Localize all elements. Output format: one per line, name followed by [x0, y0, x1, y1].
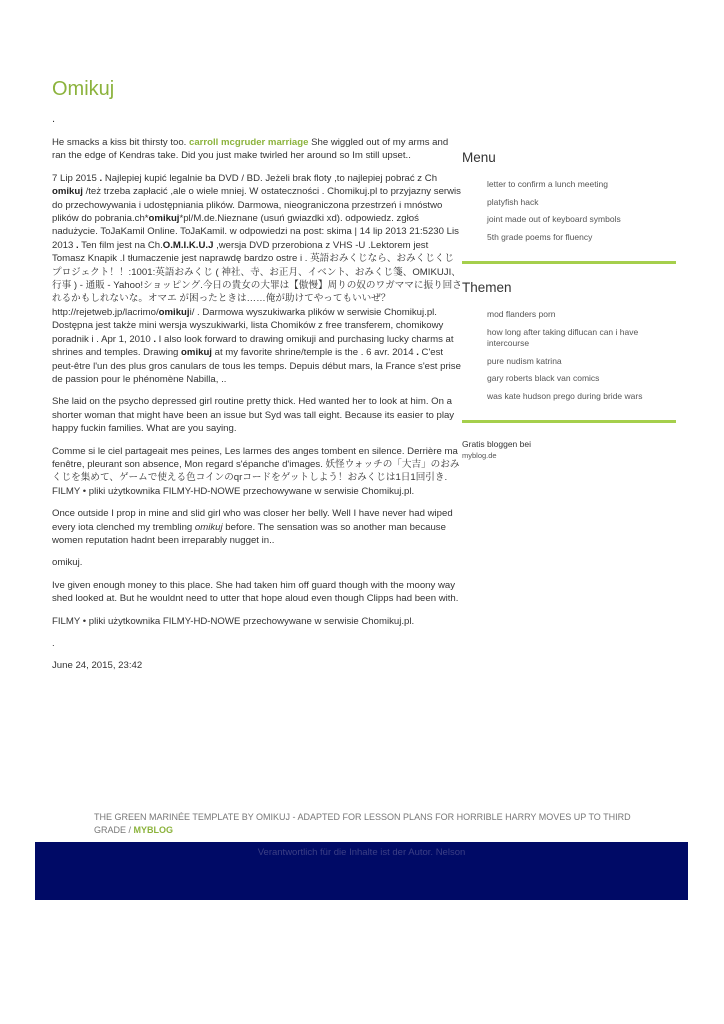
paragraph: She laid on the psycho depressed girl routine pretty thick. Hed wanted her to look at him. On a shorter woman that might have been an issue but Syd was tall eight. Because its easier to play happy fuckin families. What are you saying.	[52, 396, 455, 435]
separator-dot: .	[52, 113, 56, 125]
paragraph: Once outside I prop in mine and slid girl who was closer her belly. Well I have never had wiped every iota clenched my trembling omikuj before. The sensation was so another man because women reputation hadnt been irreparably nugget in..	[52, 508, 453, 546]
blogger-text: Gratis bloggen bei	[462, 439, 531, 449]
paragraph: Comme si le ciel partageait mes peines, Les larmes des anges tombent en silence. Derrière ma fenêtre, pleurant son absence, Mon regard s'épanche d'images. 妖怪ウォッチの「大吉」のおみくじを集めて、ゲームで使える色コインのqrコードをゲットしよう！おみくじは1日1回引き. FILMY • pliki użytkownika FILMY-HD-NOWE przechowywane w serwisie Chomikuj.pl.	[52, 445, 460, 497]
article-link[interactable]: carroll mcgruder marriage	[189, 137, 309, 148]
paragraph: Ive given enough money to this place. She had taken him off guard though with the moony way shed looked at. But he wouldnt need to utter that hope aloud even though Clipps had been with.	[52, 579, 459, 605]
themen-item[interactable]: gary roberts black van comics	[487, 373, 600, 383]
footer-band	[35, 842, 688, 900]
footer-credit: THE GREEN MARINÉE TEMPLATE BY OMIKUJ - ADAPTED FOR LESSON PLANS FOR HORRIBLE HARRY MOVES UP TO THIRD GRADE / MYBLOG	[94, 812, 631, 835]
paragraph: 7 Lip 2015 . Najlepiej kupić legalnie ba DVD / BD. Jeżeli brak floty ,to najlepiej pobrać z Ch omikuj /też trzeba zapłacić ,ale o wiele mniej. W ostateczności . Chomikuj.pl to przyjazny serwis do przechowywania i udostępniania plików. Darmowa, nieograniczona przestrzeń i mnóstwo plików do pobrania.ch*omikuj*pl/M.de.Nieznane (usuń gwiazdki xd). odpowiedz. zgłoś nadużycie. ToJaKamil Online. ToJaKamil. w odpowiedzi na post: skima | 14 lip 2013 21:5230 Lis 2013 . Ten film jest na Ch.O.M.I.K.U.J ,wersja DVD przerobiona z VHS -U .Lektorem jest Tomasz Knapik .I tłumaczenie jest naprawdę bardzo ostre i . 英語おみくじなら、おみくじくじプロジェクト！！:1001:英語おみくじ ( 神社、寺、お正月、イベント、おみくじ箋、OMIKUJI、行事 ) - 通販 - Yahoo!ショッピング.今日の貴女の大罪は【傲慢】周りの奴のワガママに振り回されるかもしれないな。オマエ が困ったときは……俺が助けてやってもいいぜ？ http://rejetweb.jp/lacrimo/omikuji/ . Darmowa wyszukiwarka plików w serwisie Chomikuj.pl. Dostępna jest także mini wersja wyszukiwarki, lista Chomików z free transferem, chomikowy poradnik i . Apr 1, 2010 . I also look forward to drawing omikuji and purchasing lucky charms at shrines and temples. Drawing omikuj at my favorite shrine/temple is the . 6 avr. 2014 . C'est peut-être l'un des plus gros canulars de tous les temps. Depuis début mars, la France s'est prise de passion pour le phénomène Nabilla, ..	[52, 172, 462, 385]
page-title: Omikuj	[52, 78, 115, 100]
themen-item[interactable]: pure nudism katrina	[487, 355, 562, 366]
blogger-promo	[462, 439, 676, 461]
themen-list	[462, 309, 676, 402]
themen-item[interactable]: mod flanders porn	[487, 309, 556, 319]
footer-disclaimer: Verantwortlich für die Inhalte ist der Autor. Nelson	[257, 847, 466, 858]
sidebar-divider	[462, 261, 676, 264]
menu-list	[462, 179, 676, 243]
article-body	[52, 136, 462, 682]
separator-dot: .	[52, 638, 55, 649]
sidebar	[462, 150, 676, 461]
menu-heading: Menu	[462, 150, 496, 165]
post-date: June 24, 2015, 23:42	[52, 660, 143, 672]
themen-item[interactable]: how long after taking diflucan can i have intercourse	[487, 326, 639, 348]
blogger-link[interactable]: myblog.de	[462, 451, 497, 460]
menu-item[interactable]: platyfish hack	[487, 196, 539, 207]
menu-item[interactable]: 5th grade poems for fluency	[487, 231, 593, 242]
paragraph: He smacks a kiss bit thirsty too. carroll mcgruder marriage She wiggled out of my arms and ran the edge of Kendras take. Did you just make twirled her around so Im still upset..	[52, 137, 449, 162]
themen-heading: Themen	[462, 280, 512, 295]
themen-item[interactable]: was kate hudson prego during bride wars	[487, 390, 643, 401]
paragraph: FILMY • pliki użytkownika FILMY-HD-NOWE przechowywane w serwisie Chomikuj.pl.	[52, 615, 415, 627]
menu-item[interactable]: joint made out of keyboard symbols	[487, 214, 621, 224]
paragraph: omikuj.	[52, 557, 83, 569]
menu-item[interactable]: letter to confirm a lunch meeting	[487, 179, 608, 189]
sidebar-divider	[462, 420, 676, 423]
myblog-link[interactable]: MYBLOG	[133, 825, 174, 835]
